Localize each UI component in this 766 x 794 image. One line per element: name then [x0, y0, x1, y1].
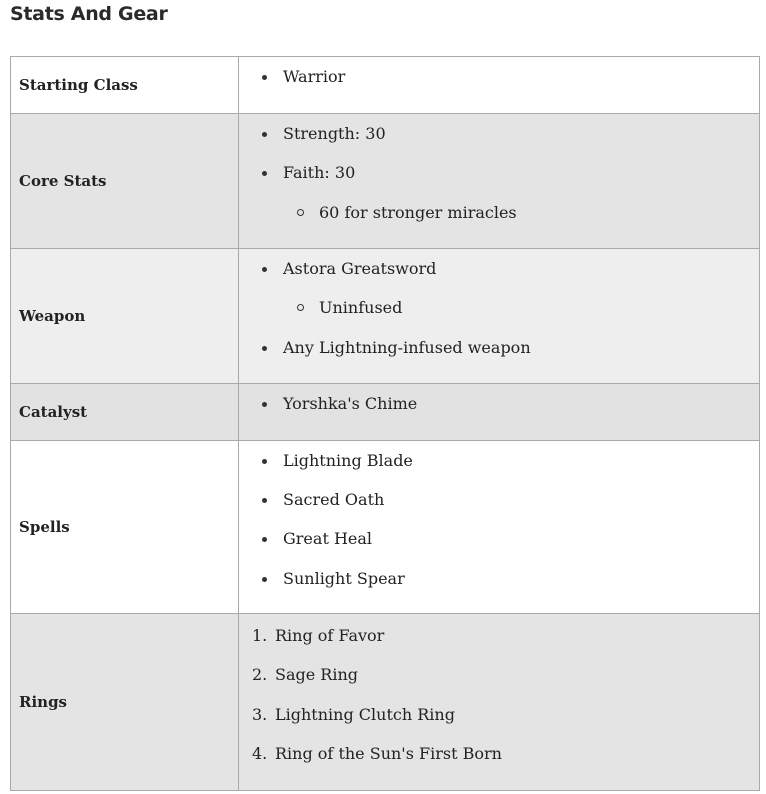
bullet-icon: [262, 402, 267, 407]
row-label: Catalyst: [11, 384, 239, 441]
table-row: [11, 114, 760, 249]
list-item-text: Lightning Blade: [283, 451, 413, 470]
stats-gear-table: [10, 56, 760, 791]
row-label: Rings: [11, 614, 239, 791]
list-item-text: Yorshka's Chime: [283, 394, 418, 413]
table-row: [11, 441, 760, 614]
page-title: Stats And Gear: [10, 3, 168, 25]
list-item-text: Any Lightning-infused weapon: [283, 338, 531, 357]
list-item-text: Strength: 30: [283, 124, 386, 143]
list-number: 4.: [252, 744, 268, 763]
sub-list-item-text: Uninfused: [319, 298, 403, 317]
circle-bullet-icon: [297, 209, 304, 216]
table-row: [11, 57, 760, 114]
list-item-text: Lightning Clutch Ring: [275, 705, 455, 724]
bullet-icon: [262, 498, 267, 503]
list-item-text: Great Heal: [283, 529, 373, 548]
bullet-icon: [262, 537, 267, 542]
list-item-text: Astora Greatsword: [283, 259, 437, 278]
row-label: Starting Class: [11, 57, 239, 114]
bullet-icon: [262, 132, 267, 137]
row-label: Spells: [11, 441, 239, 614]
bullet-icon: [262, 75, 267, 80]
list-number: 2.: [252, 665, 268, 684]
sub-list-item-text: 60 for stronger miracles: [319, 203, 517, 222]
list-item-text: Ring of Favor: [275, 626, 385, 645]
row-label: Core Stats: [11, 114, 239, 249]
table-row: [11, 384, 760, 441]
bullet-icon: [262, 577, 267, 582]
table-row: [11, 249, 760, 384]
list-item-text: Sacred Oath: [283, 490, 385, 509]
bullet-icon: [262, 267, 267, 272]
bullet-icon: [262, 459, 267, 464]
list-item-text: Faith: 30: [283, 163, 356, 182]
list-item-text: Ring of the Sun's First Born: [275, 744, 502, 763]
list-number: 3.: [252, 705, 268, 724]
row-label: Weapon: [11, 249, 239, 384]
bullet-icon: [262, 346, 267, 351]
circle-bullet-icon: [297, 304, 304, 311]
list-number: 1.: [252, 626, 268, 645]
list-item-text: Warrior: [283, 67, 346, 86]
list-item-text: Sage Ring: [275, 665, 359, 684]
table-row: [11, 614, 760, 791]
list-item-text: Sunlight Spear: [283, 569, 405, 588]
bullet-icon: [262, 171, 267, 176]
